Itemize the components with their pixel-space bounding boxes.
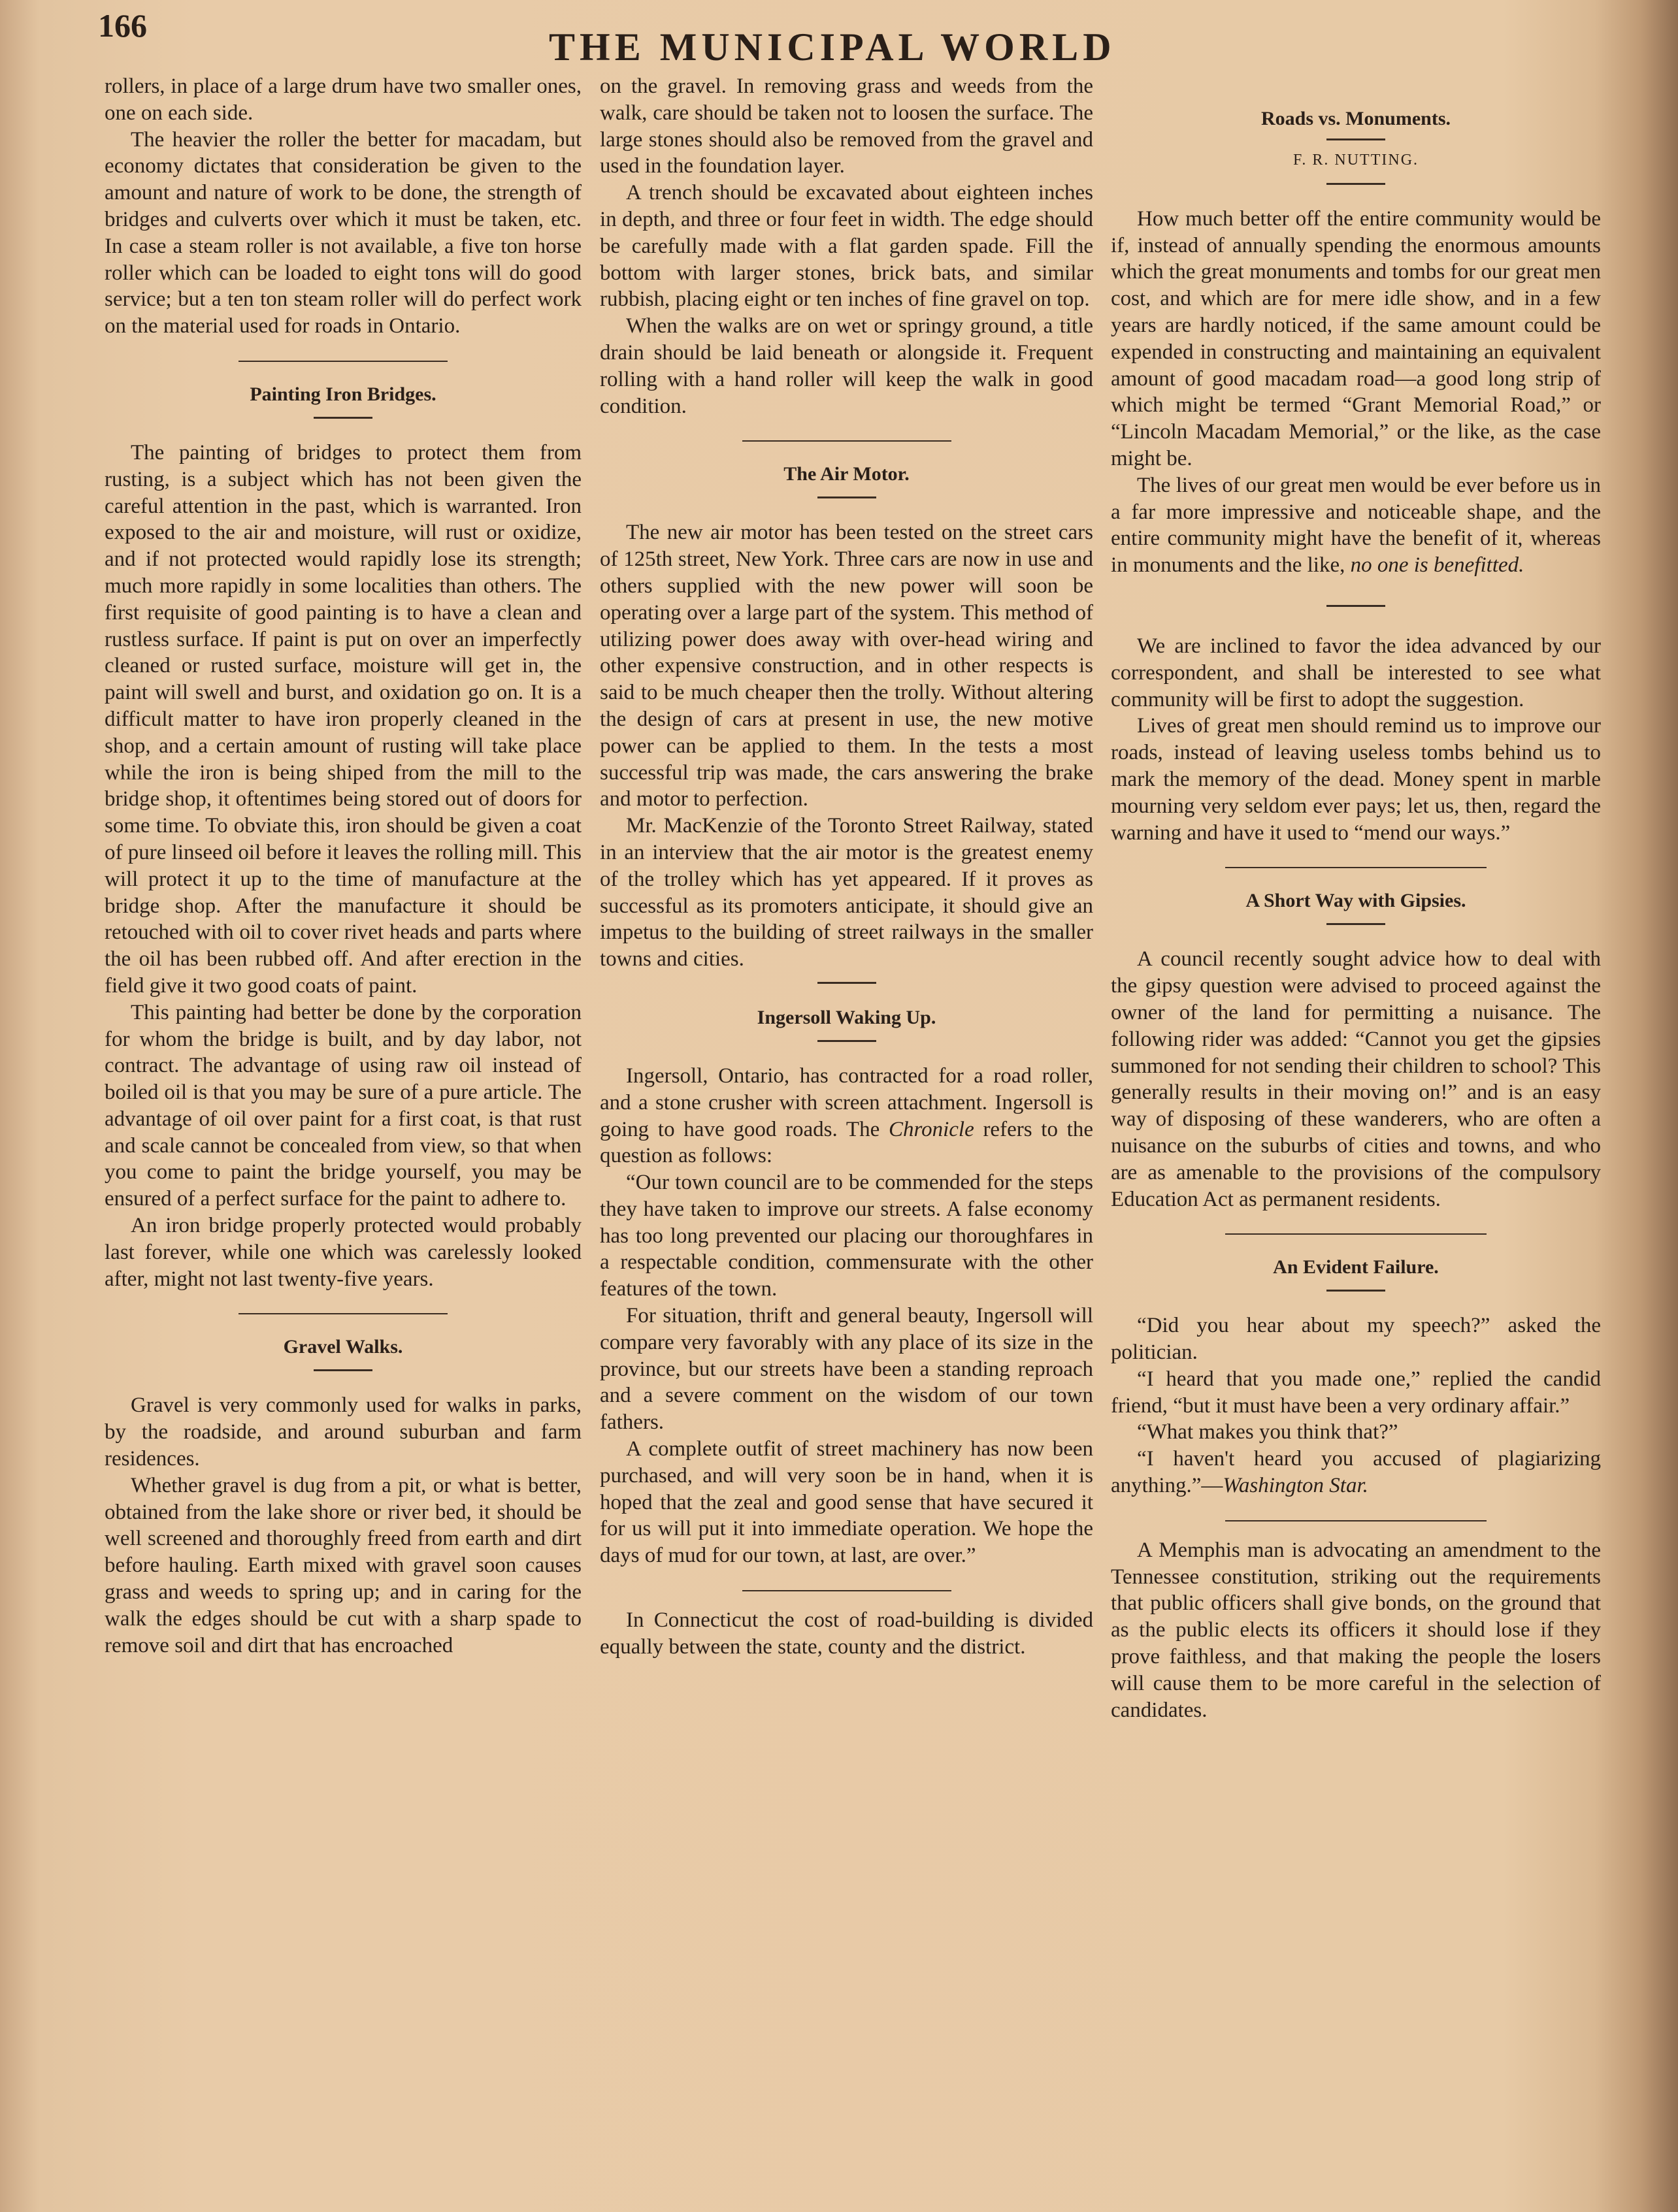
heading-dash — [1326, 138, 1385, 140]
heading-dash — [314, 1369, 372, 1371]
paragraph — [1111, 1446, 1601, 1499]
masthead-title: THE MUNICIPAL WORLD — [549, 25, 1116, 69]
paragraph: The painting of bridges to protect them from rusting, is a subject which has not been given the careful attention in the past, which is warranted. Iron exposed to the air and moisture, will rust or oxidize, and if not protected would rapidly lose its strength; much more rapidly in some localities than others. The first requisite of good painting is to have a clean and rustless surface. If paint is put on over an imperfectly cleaned or rusted surface, moisture will get in, the paint will swell and burst, and oxidation go on. It is a difficult matter to have iron properly cleaned in the shop, and a certain amount of rusting will take place while the iron is being shiped from the mill to the bridge shop, it oftentimes being stored out of doors for some time. To obviate this, iron should be given a coat of pure linseed oil before it leaves the rolling mill. This will protect it up to the time of manufacture at the bridge shop. After the manufacture it should be retouched with oil to cover rivet heads and parts where the oil has been rubbed off. And after erection in the field give it two good coats of paint. — [105, 440, 582, 998]
section-divider — [1225, 1233, 1487, 1235]
paragraph: How much better off the entire community would be if, instead of annually spending the enormous amounts which the great monuments and tombs for our great men cost, and which are for mere idle show, and in a few years are hardly noticed, if the same amount could be expended in constructing and maintaining an equivalent amount of good macadam road—a good long strip of which might be termed “Grant Memorial Road,” or “Lincoln Macadam Memorial,” or the like, as the case might be. — [1111, 206, 1601, 470]
heading-dash — [1326, 183, 1385, 185]
section-divider — [742, 440, 951, 442]
heading-ingersoll-waking-up: Ingersoll Waking Up. — [757, 1006, 936, 1028]
section-divider — [817, 982, 876, 984]
paragraph: A council recently sought advice how to deal with the gipsy question were advised to proceed against the owner of the land for permitting a nuisance. The following rider was added: “Cannot you get the gipsies summoned for not sending their children to school? This generally results in their moving on!” and is an easy way of disposing of these wanderers, who are often a nuisance on the suburbs of cities and towns, and who are as amenable to the provisions of the compulsory Education Act as permanent residents. — [1111, 947, 1601, 1211]
paragraph: Lives of great men should remind us to improve our roads, instead of leaving useless tombs behind us to mark the memory of the dead. Money spent in marble mourning very seldom ever pays; let us, then, regard the warning and have it used to “mend our ways.” — [1111, 714, 1601, 845]
heading-dash — [817, 1040, 876, 1042]
heading-dash — [817, 496, 876, 498]
paragraph: on the gravel. In removing grass and weeds from the walk, care should be taken not to loosen the surface. The large stones should also be removed from the gravel and used in the foundation layer. — [600, 74, 1093, 178]
paragraph: This painting had better be done by the corporation for whom the bridge is built, and by day labor, not contract. The advantage of using raw oil instead of boiled oil is that you may be sure of a pure article. The advantage of oil over paint for a first coat, is that rust and scale cannot be concealed from view, so that when you come to paint the bridge yourself, you may be ensured of a perfect surface for the paint to adhere to. — [105, 1000, 582, 1211]
text-run: Ingersoll, Ontario, has contracted for a road roller, and a stone crusher with screen attachment. Ingersoll is going to have good roads. The — [600, 1064, 1093, 1141]
paragraph: “I heard that you made one,” replied the candid friend, “but it must have been a very ordinary affair.” — [1111, 1367, 1601, 1418]
paragraph: When the walks are on wet or springy ground, a title drain should be laid beneath or alongside it. Frequent rolling with a hand roller will keep the walk in good condition. — [600, 314, 1093, 418]
heading-evident-failure: An Evident Failure. — [1273, 1256, 1439, 1278]
heading-gravel-walks: Gravel Walks. — [283, 1336, 403, 1358]
heading-dash — [314, 417, 372, 419]
paragraph: “Did you hear about my speech?” asked the politician. — [1111, 1314, 1601, 1365]
paragraph: “Our town council are to be commended for the steps they have taken to improve our streets. A false economy has too long prevented our placing our thoroughfares in a respectable condition, commensurate with the other features of the town. — [600, 1171, 1093, 1301]
page-number: 166 — [98, 7, 147, 44]
paragraph: We are inclined to favor the idea advanced by our correspondent, and shall be interested to see what community will be first to adopt the suggestion. — [1111, 634, 1601, 711]
paragraph: A Memphis man is advocating an amendment to the Tennessee constitution, striking out the requirements that public officers shall give bonds, on the ground that as the public elects its officers it should lose if they prove faithless, and that making the people the losers will cause them to be more careful in the selection of candidates. — [1111, 1538, 1601, 1722]
column-1 — [105, 73, 582, 1659]
paragraph: A trench should be excavated about eighteen inches in depth, and three or four feet in width. The edge should be carefully made with a flat garden spade. Fill the bottom with larger stones, brick bats, and similar rubbish, placing eight or ten inches of fine gravel on top. — [600, 181, 1093, 312]
section-divider — [239, 361, 448, 362]
paragraph: For situation, thrift and general beauty, Ingersoll will compare very favorably with any place of its size in the province, but our streets have been a standing reproach and a severe comment on the wisdom of our town fathers. — [600, 1304, 1093, 1435]
section-divider — [239, 1313, 448, 1314]
paragraph: Gravel is very commonly used for walks in parks, by the roadside, and around suburban and farm residences. — [105, 1393, 582, 1471]
paragraph: Mr. MacKenzie of the Toronto Street Railway, stated in an interview that the air motor is the greatest enemy of the trolley which has yet appeared. If it proves as successful as its promoters anticipate, it should give an impetus to the building of street railways in the smaller towns and cities. — [600, 814, 1093, 971]
heading-roads-vs-monuments: Roads vs. Monuments. — [1260, 108, 1451, 129]
section-divider — [1326, 605, 1385, 607]
paragraph: The new air motor has been tested on the street cars of 125th street, New York. Three cars are now in use and others supplied with the new power will soon be operating over a large part of the system. This method of utilizing power does away with over-head wiring and other expensive construction, and in other respects is said to be much cheaper then the trolly. Without altering the design of cars at present in use, the new motive power can be applied to them. In the tests a most successful trip was made, the cars answering the brake and motor to perfection. — [600, 521, 1093, 811]
paragraph: In Connecticut the cost of road-building is divided equally between the state, county and the district. — [600, 1608, 1093, 1659]
column-3 — [1111, 73, 1601, 1723]
heading-dash — [1326, 1290, 1385, 1292]
column-2 — [600, 73, 1093, 1661]
byline: F. R. NUTTING. — [1292, 152, 1419, 169]
paragraph: rollers, in place of a large drum have two smaller ones, one on each side. — [105, 74, 582, 125]
text-run: The lives of our great men would be ever before us in a far more impressive and noticeable shape, and the entire community might have the benefit of it, whereas in monuments and the like, — [1111, 473, 1601, 577]
emphasis: no one is benefitted. — [1350, 553, 1524, 577]
text-run: “I haven't heard you accused of plagiarizing anything.”— — [1111, 1447, 1601, 1498]
heading-dash — [1326, 923, 1385, 925]
heading-short-way-with-gipsies: A Short Way with Gipsies. — [1245, 890, 1466, 912]
paragraph: “What makes you think that?” — [1137, 1420, 1398, 1444]
paragraph: The heavier the roller the better for macadam, but economy dictates that consideration be given to the amount and nature of work to be done, the strength of bridges and culverts over which it must be taken, etc. In case a steam roller is not available, a five ton horse roller which can be loaded to eight tons will do good service; but a ten ton steam roller will do perfect work on the material used for roads in Ontario. — [105, 127, 582, 338]
paragraph: Whether gravel is dug from a pit, or what is better, obtained from the lake shore or river bed, it should be well screened and thoroughly freed from earth and dirt before hauling. Earth mixed with gravel soon causes grass and weeds to spring up; and in caring for the walk the edges should be cut with a sharp spade to remove soil and dirt that has encroached — [105, 1473, 582, 1657]
text-run: refers to the question as follows: — [600, 1117, 1093, 1168]
paragraph — [600, 1063, 1093, 1169]
heading-air-motor: The Air Motor. — [783, 463, 910, 485]
attribution: Washington Star. — [1223, 1474, 1368, 1498]
paragraph: An iron bridge properly protected would probably last forever, while one which was carelessly looked after, might not last twenty-five years. — [105, 1214, 582, 1291]
paragraph — [1111, 472, 1601, 579]
heading-painting-iron-bridges: Painting Iron Bridges. — [250, 383, 436, 405]
section-divider — [1225, 867, 1487, 868]
paragraph: A complete outfit of street machinery has now been purchased, and will very soon be in hand, when it is hoped that the zeal and good sense that have secured it for us will put it into immediate operation. We hope the days of mud for our town, at last, are over.” — [600, 1437, 1093, 1568]
newspaper-name: Chronicle — [888, 1117, 974, 1141]
